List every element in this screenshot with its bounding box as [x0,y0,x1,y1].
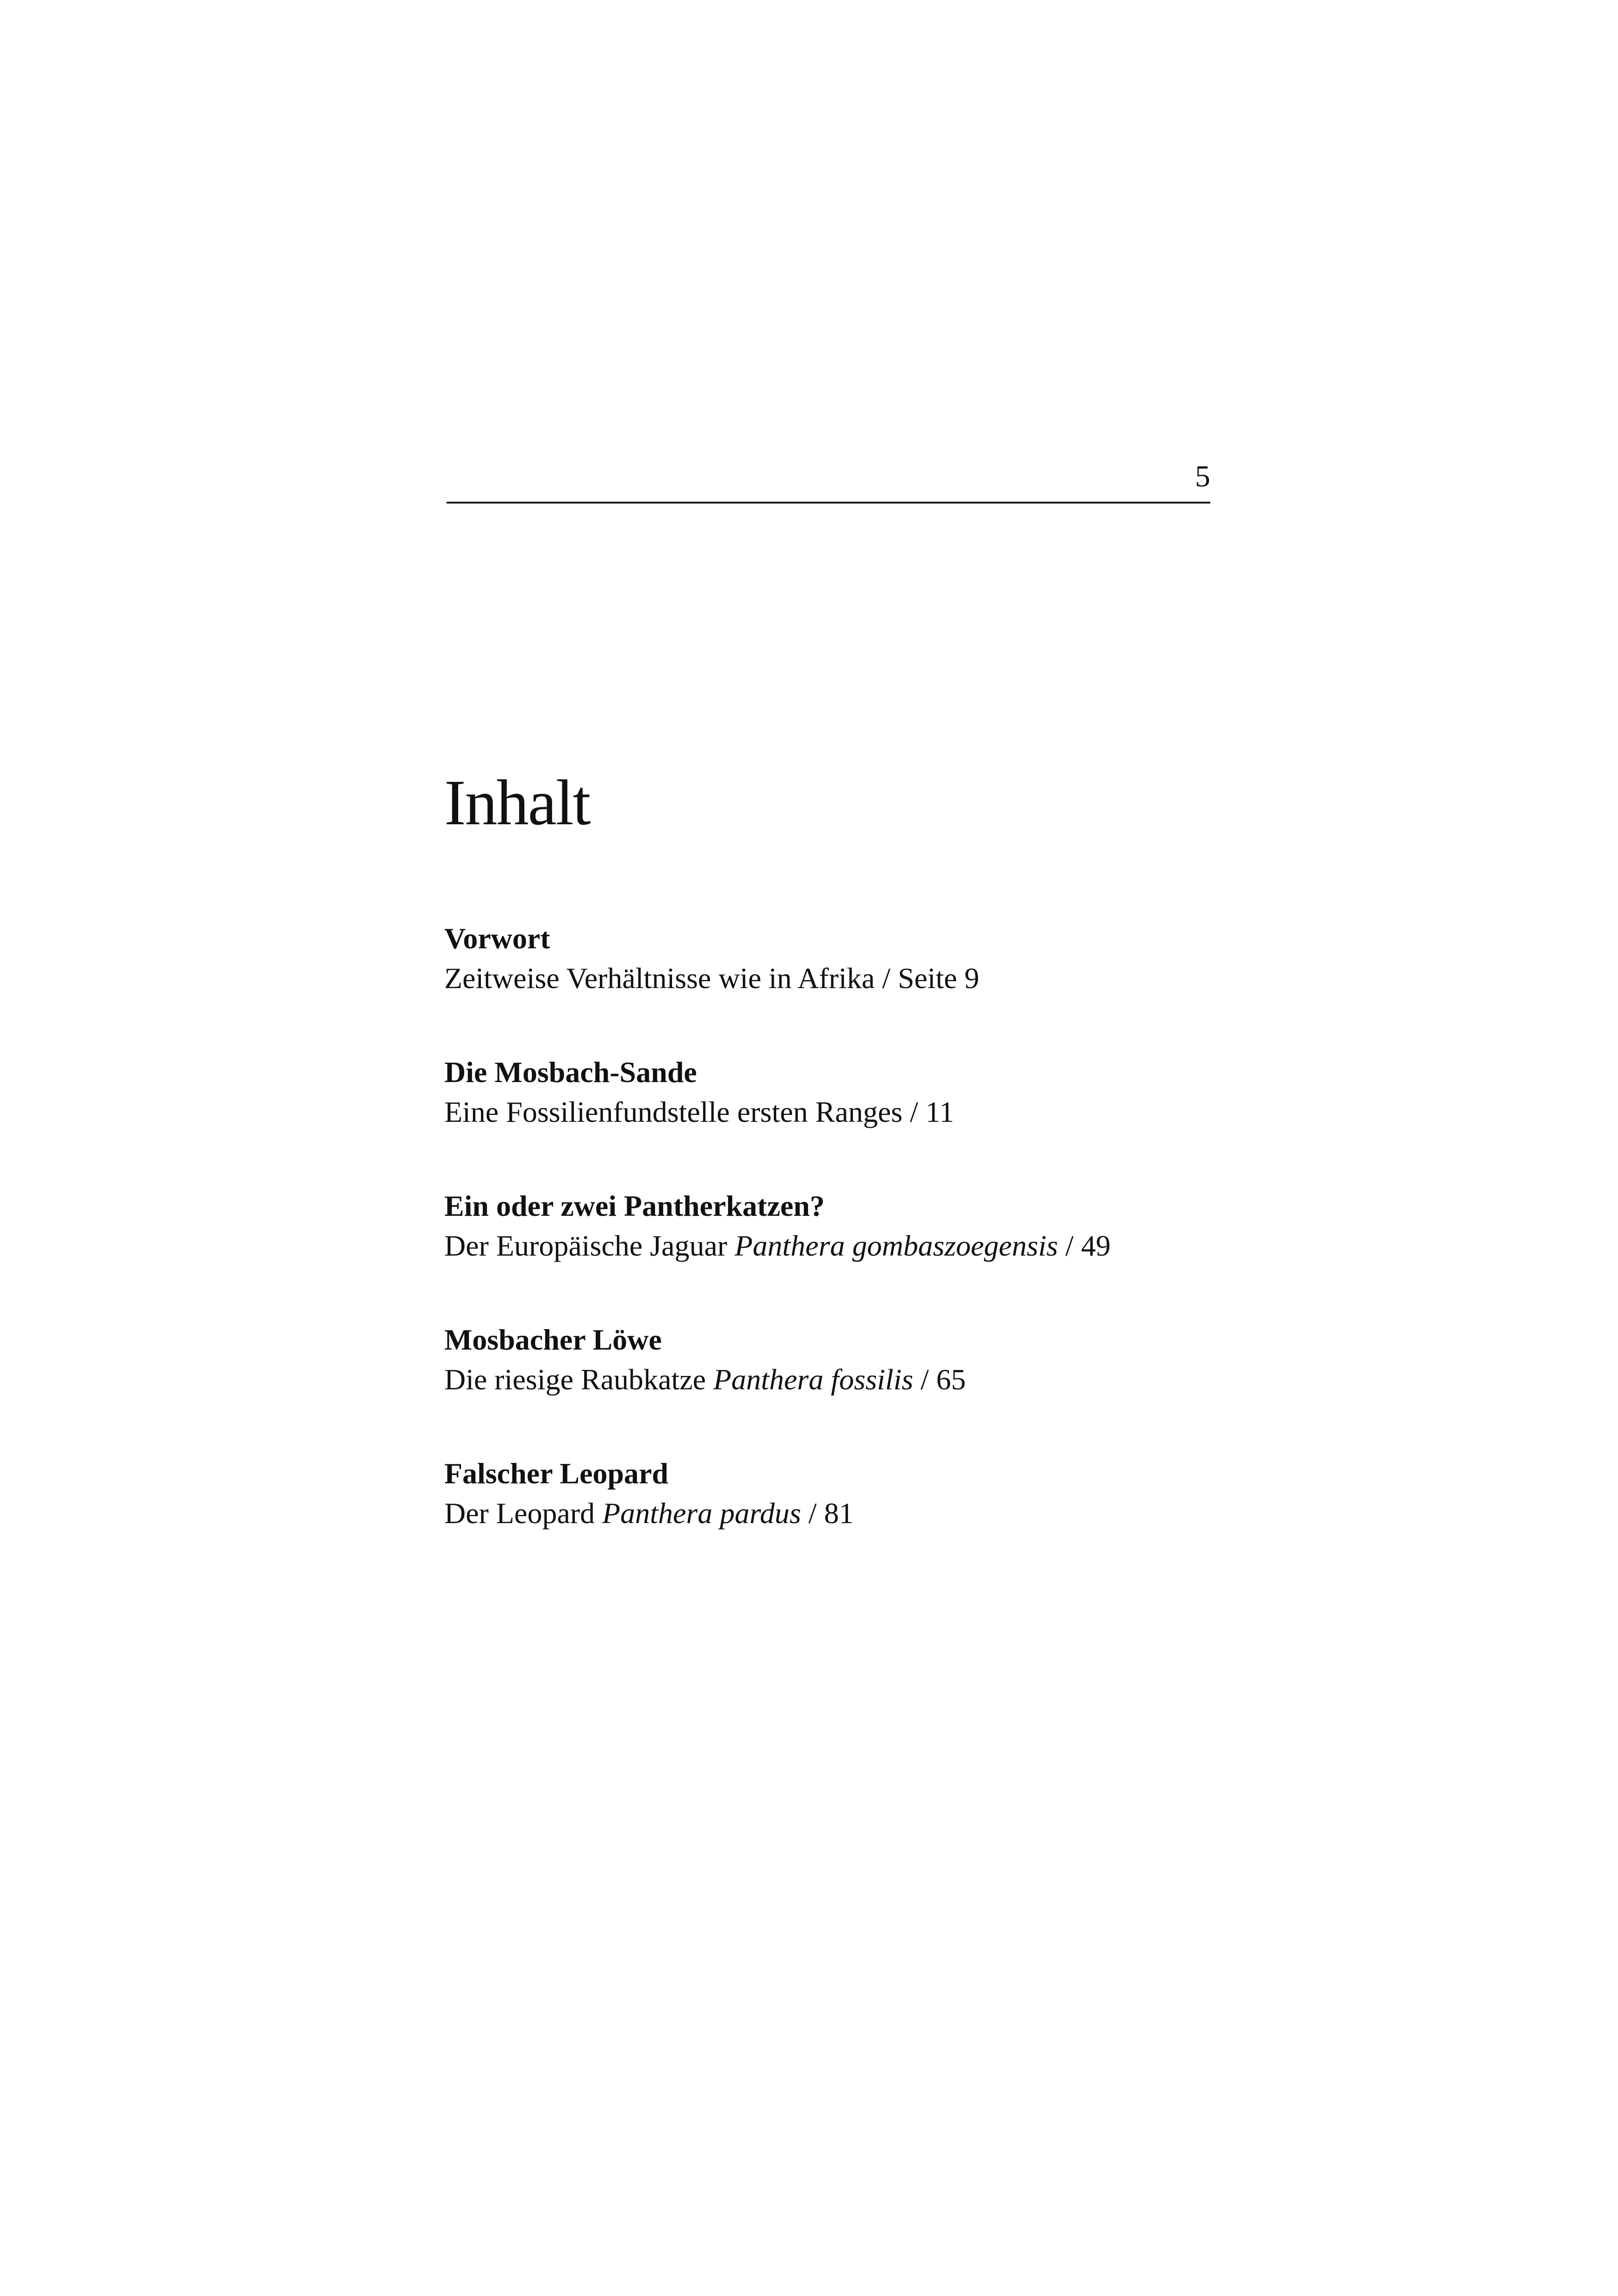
toc-entry-title: Falscher Leopard [444,1457,669,1490]
table-of-contents [444,919,1416,1587]
toc-entry-subtitle-text: Der Leopard [444,1497,595,1530]
toc-entry-species: Panthera gombaszoegensis [734,1229,1058,1262]
toc-entry-page: / 81 [808,1497,854,1530]
page-number: 5 [1195,460,1210,493]
toc-entry-subtitle-text: Eine Fossilienfundstelle ersten Ranges [444,1095,903,1128]
toc-entry-subtitle [444,1226,1416,1266]
toc-entry-title: Die Mosbach-Sande [444,1056,697,1089]
toc-entry-species: Panthera fossilis [713,1363,914,1396]
toc-entry-subtitle-text: Zeitweise Verhältnisse wie in Afrika [444,962,875,995]
toc-entry-title: Mosbacher Löwe [444,1323,662,1356]
toc-entry-subtitle [444,958,1416,998]
toc-entry-subtitle-text: Die riesige Raubkatze [444,1363,706,1396]
toc-entry-page: / Seite 9 [882,962,979,995]
toc-entry-species: Panthera pardus [602,1497,801,1530]
toc-entry[interactable] [444,1186,1416,1266]
page-title: Inhalt [444,767,590,839]
toc-entry[interactable] [444,1052,1416,1132]
toc-entry[interactable] [444,1320,1416,1400]
toc-entry-title: Vorwort [444,922,550,955]
toc-entry-page: / 11 [910,1095,954,1128]
toc-entry-page: / 65 [921,1363,966,1396]
toc-entry-subtitle [444,1360,1416,1400]
toc-entry-subtitle [444,1493,1416,1533]
toc-entry-page: / 49 [1065,1229,1111,1262]
toc-entry-title: Ein oder zwei Pantherkatzen? [444,1189,825,1222]
toc-entry[interactable] [444,1454,1416,1533]
toc-entry-subtitle-text: Der Europäische Jaguar [444,1229,728,1262]
toc-entry-subtitle [444,1092,1416,1132]
toc-entry[interactable] [444,919,1416,998]
header-rule [447,502,1210,504]
